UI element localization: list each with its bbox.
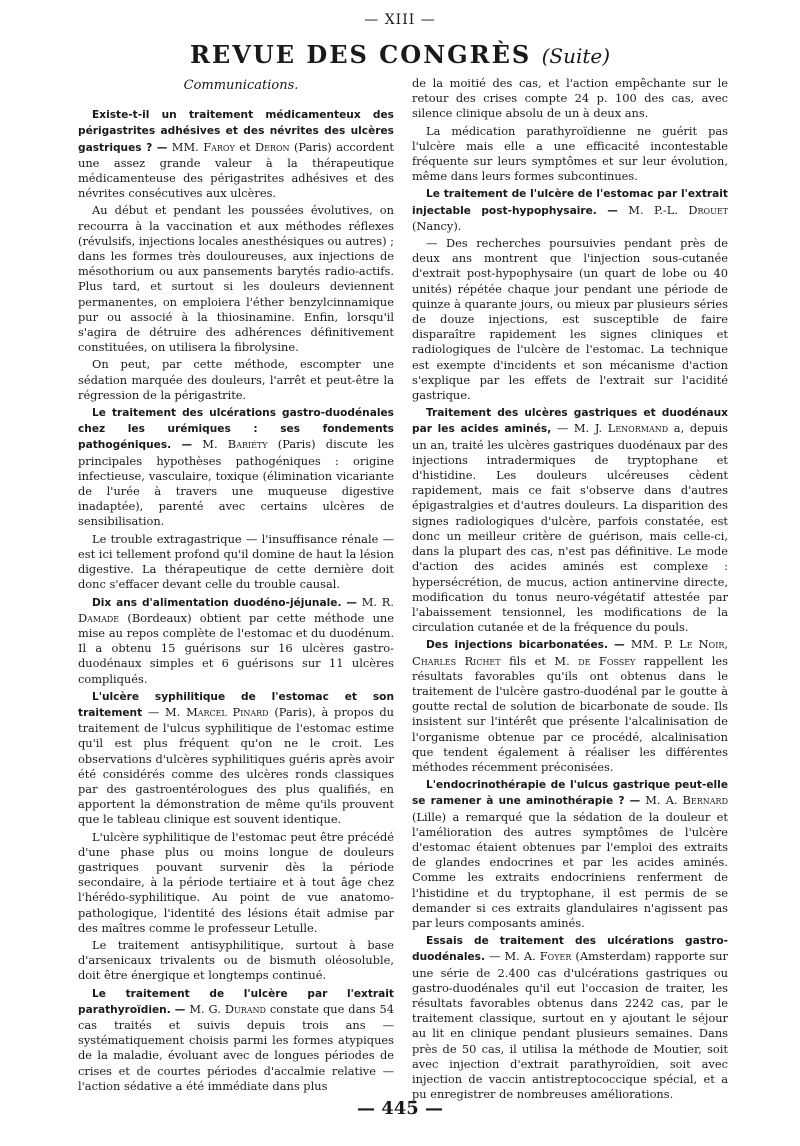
left-column [78,78,395,1093]
author-name: de Fossey [578,653,636,668]
article-post-hypophysaire [412,186,728,234]
paragraph: On peut, par cette méthode, escompter une sédation marquée des douleurs, l'arrêt et peut-être la régression de la périgastrite. [78,357,394,402]
author-name: Marcel Pinard [186,704,269,719]
article-body: rappellent les résultats favorables qu'ils ont obtenus dans le traitement de l'ulcère gastro-duodénal par le goutte à goutte rectal de solution de bicarbonate de soude. Ils insistent sur l'intérêt que présente l'alcalinisation de l'organisme obtenue par ce procédé, alcalinisation que tendent également à réaliser les différentes méthodes récemment préconisées. [412,653,728,774]
author-prefix: M. A. [640,793,683,808]
page-number: — 445 — [356,1098,444,1119]
author-prefix: MM. P. [624,637,680,652]
author-name: Lenormand [607,421,669,436]
article-body: (Amsterdam) rapporte sur une série de 2.400 cas d'ulcérations gastriques ou gastro-duodénales qu'il eut l'occasion de traiter, les résultats favorables obtenus dans 2242 cas, par le traitement classique, surtout en y ajoutant le séjour au lit en clinique pendant plusieurs semaines. Dans près de 50 cas, il utilisa la méthode de Moutier, soit avec injection d'extrait parathyroïdien, soit avec injection de vaccin antistreptococcique spécial, et a pu enregistrer de nombreuses améliorations. [412,949,729,1102]
roman-folio: — XIII — [364,12,436,28]
title-suffix: (Suite) [541,44,611,68]
author-prefix: MM. [171,139,204,154]
author-name: Charles Richet [412,653,501,668]
article-heading: Existe-t-il un traitement médicamenteux des périgastrites adhésives et des névrites des ulcères gastriques ? — [78,109,394,154]
author-prefix: — M. A. [489,949,540,964]
author-city: (Nancy). [412,218,462,233]
author-prefix: M. [202,437,228,452]
paragraph: Le trouble extragastrique — l'insuffisance rénale — est ici tellement profond qu'il domine de haut la lésion digestive. La thérapeutique de cette dernière doit donc s'effacer devant celle du trouble causal. [78,531,394,592]
author-name: Bernard [682,793,728,808]
author-name: Bariéty [227,437,268,452]
article-heading: Le traitement de l'ulcère de l'estomac par l'extrait injectable post-hypophysaire. — [412,188,728,217]
article-heading: Dix ans d'alimentation duodéno-jéjunale. — [92,596,357,609]
article-syphilitique [78,689,394,828]
title-main: REVUE DES CONGRÈS [189,40,532,69]
author-prefix: M. P.-L. [617,202,689,217]
author-name: Drouet [688,202,729,217]
article-body: a, depuis un an, traité les ulcères gastriques duodénaux par des injections intradermiques de tryptophane et d'histidine. Les douleurs ulcéreuses cèdent rapidement, mais ce fait s'observe dans d'autres épigastralgies et d'autres douleurs. La disparition des signes radiologiques d'ulcère, parfois constatée, est donc un meilleur critère de guérison, mais celle-ci, dans la plupart des cas, n'est pas définitive. Le mode d'action des acides aminés est complexe : hypersécrétion, de mucus, action antinervine directe, modification du tonus neuro-végétatif attestée par l'abaissement tensionnel, les modifications de la circulation cutanée et de la fréquence du pouls. [412,421,728,635]
paragraph-continued: de la moitié des cas, et l'action empêchante sur le retour des crises compte 24 p. 100 des cas, avec silence clinique absolu de un à deux ans. [412,76,728,121]
author-prefix: — M. J. [551,421,608,436]
article-essais [412,933,728,1102]
article-uremiques [78,405,394,530]
paragraph: La médication parathyroïdienne ne guérit pas l'ulcère mais elle a une efficacité incontestable fréquente sur leurs symptômes et sur leur évolution, même dans leurs formes subcontinues. [412,123,728,184]
article-heading: L'endocrinothérapie de l'ulcus gastrique peut-elle se ramener à une aminothérapie ? — [412,779,728,808]
article-body: constate que dans 54 cas traités et suivis depuis trois ans — systématiquement choisis parmi les formes atypiques de la maladie, évoluant avec de longues périodes de crises et de courtes périodes d'accalmie relative — l'action sédative a été immédiate dans plus [78,1001,395,1093]
author-join: , [724,637,729,652]
author-prefix: M. G. [189,1001,225,1016]
article-heading: Le traitement des ulcérations gastro-duodénales chez les urémiques : ses fondements pathogéniques. — [78,407,394,452]
author-name: Foyer [539,949,572,964]
article-acides-amines [412,405,728,635]
paragraph: L'ulcère syphilitique de l'estomac peut être précédé d'une phase plus ou moins longue de douleurs gastriques pouvant survenir dès la période secondaire, à la période tertiaire et à tout âge chez l'hérédo-syphilitique. Au point de vue anatomo-pathologique, l'identité des lésions était admise par des maîtres comme le professeur Letulle. [78,829,394,935]
paragraph: — Des recherches poursuivies pendant près de deux ans montrent que l'injection sous-cutanée d'extrait post-hypophysaire (un quart de lobe ou 40 unités) répétée chaque jour pendant une période de quinze à quarante jours, ou mieux par plusieurs séries de douze injections, est susceptible de faire disparaître rapidement les signes cliniques et radiologiques de l'ulcère de l'estomac. La technique est exempte d'incidents et son mécanisme d'action s'explique par les effets de l'extrait sur l'acidité gastrique. [412,236,728,403]
article-heading: Traitement des ulcères gastriques et duodénaux par les acides aminés, [412,407,728,436]
paragraph: Le traitement antisyphilitique, surtout à base d'arsenicaux trivalents ou de bismuth oléosoluble, doit être énergique et longtemps continué. [78,937,394,983]
author-join: fils et M. [500,653,579,668]
article-bicarbonatees [412,637,728,775]
author-join: et [234,139,255,154]
author-prefix: — M. [147,704,187,719]
article-heading: Des injections bicarbonatées. — [426,639,625,652]
article-alimentation [78,595,394,687]
article-endocrinotherapie [412,777,728,931]
article-heading: L'ulcère syphilitique de l'estomac et son traitement [78,690,394,719]
article-body: (Paris) accordent une assez grande valeur à la thérapeutique médicamenteuse des périgastrites adhésives et des névrites consécutives aux ulcères. [78,139,394,201]
article-body: (Bordeaux) obtient par cette méthode une mise au repos complète de l'estomac et du duodénum. Il a obtenu 15 guérisons sur 16 ulcères gastro-duodénaux simples et 6 guérisons sur 11 ulcères compliqués. [78,610,394,686]
author-name: Le Noir [679,637,725,652]
right-column [412,76,729,1102]
article-parathyroidien [78,986,394,1094]
author-name: Deron [254,139,290,154]
page-title [0,40,800,69]
paragraph: Au début et pendant les poussées évolutives, on recourra à la vaccination et aux méthodes réflexes (révulsifs, injections locales anesthésiques ou autres) ; dans les formes très douloureuses, aux injections de mésothorium ou aux pansements barytés radio-actifs. Plus tard, et surtout si les douleurs deviennent permanentes, on emploiera l'éther benzylcinnamique pur ou associé à la thiosinamine. Enfin, lorsqu'il s'agira de détruire des adhérences définitivement constituées, on utilisera la fibrolysine. [78,203,395,355]
author-name: Damade [78,610,120,625]
article-heading: Le traitement de l'ulcère par l'extrait parathyroïdien. — [78,987,394,1016]
author-name: Durand [224,1001,266,1016]
author-name: Faroy [203,139,235,154]
article-body: (Paris), à propos du traitement de l'ulcus syphilitique de l'estomac estime qu'il est plus fréquent qu'on ne le croit. Les observations d'ulcères syphilitiques guéris après avoir été considérés comme des ulcères ronds classiques par des gastroentérologues des plus qualifiés, en apportent la démonstration de même qu'ils prouvent que le tableau clinique est souvent identique. [78,704,394,827]
section-subhead: Communications. [183,78,299,93]
article-body: (Paris) discute les principales hypothèses pathogéniques : origine infectieuse, vasculaire, toxique (élimination vicariante de l'urée à travers une muqueuse digestive inadaptée), parenté avec certains ulcères de sensibilisation. [78,437,395,529]
author-prefix: M. R. [356,594,394,609]
article-heading: Essais de traitement des ulcérations gastro-duodénales. [412,935,728,964]
article-body: (Lille) a remarqué que la sédation de la douleur et l'amélioration des autres symptômes de l'ulcère d'estomac étaient obtenues par l'emploi des extraits de glandes endocrines et par les acides aminés. Comme les extraits endocriniens renferment de l'histidine et du tryptophane, il est permis de se demander si ces extraits glandulaires n'agissent pas par leurs composants aminés. [412,809,728,930]
article-periagastrites [78,107,394,201]
